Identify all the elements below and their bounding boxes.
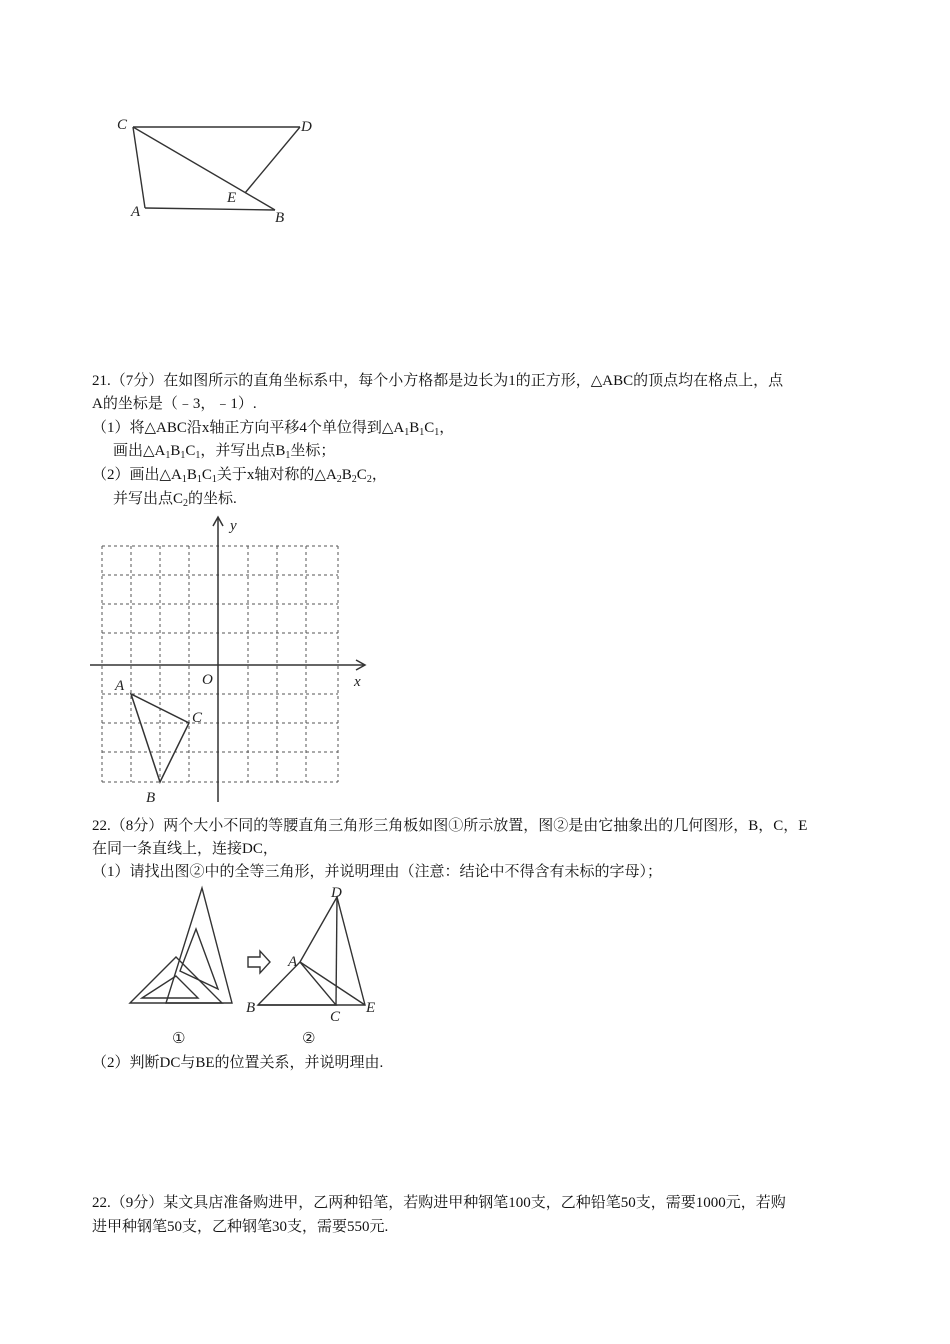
grid-label-a: A: [115, 678, 125, 694]
grid-label-c: C: [192, 710, 203, 726]
q22-line2: 在同一条直线上，连接DC，: [92, 841, 278, 857]
q21-part2: （2）画出$\triangle A_1B_1C_1$关于x轴对称的$\triangle A_2B_2C_2$，: [92, 467, 387, 485]
fig2-label-d: D: [331, 885, 342, 901]
y-axis-label: y: [230, 518, 237, 534]
q22b-line2: 进甲种钢笔50支，乙种钢笔30支，需要550元.: [92, 1219, 389, 1235]
q21-part1: （1）将△ABC沿x轴正方向平移4个单位得到$\triangle A_1B_1C_1$，: [92, 420, 455, 438]
coordinate-grid-figure: [88, 512, 388, 808]
origin-label: O: [202, 672, 213, 688]
q22-line1: 22.（8分）两个大小不同的等腰直角三角形三角板如图①所示放置，图②是由它抽象出的几何图形，B，C，E: [92, 818, 808, 834]
q21-part2-cont: 并写出点$C_2$的坐标.: [113, 491, 237, 509]
x-axis-label: x: [354, 674, 361, 690]
figure-2-label: ②: [302, 1029, 316, 1047]
label-b: B: [275, 210, 285, 226]
q21-line1: 21.（7分）在如图所示的直角坐标系中，每个小方格都是边长为1的正方形，△ABC的顶点均在格点上，点: [92, 373, 784, 389]
grid-label-b: B: [146, 790, 156, 806]
fig2-label-c: C: [330, 1009, 341, 1025]
fig-quadrilateral: [95, 105, 335, 235]
q21-line2: A的坐标是（﹣3，﹣1）.: [92, 396, 257, 412]
q21-part1-cont: 画出$\triangle A_1B_1C_1$，并写出点$B_1$坐标；: [113, 443, 336, 461]
q22-part1: （1）请找出图②中的全等三角形，并说明理由（注意：结论中不得含有未标的字母）；: [92, 864, 663, 880]
q22b-line1: 22.（9分）某文具店准备购进甲，乙两种铅笔，若购进甲种钢笔100支，乙种铅笔50支，需要1000元，若购: [92, 1195, 786, 1211]
fig2-label-e: E: [366, 1000, 376, 1016]
label-a: A: [131, 204, 141, 220]
triangle-figures: [90, 885, 390, 1050]
fig2-label-a: A: [288, 954, 298, 970]
label-c: C: [117, 117, 128, 133]
label-d: D: [301, 119, 312, 135]
fig2-label-b: B: [246, 1000, 256, 1016]
label-e: E: [227, 190, 237, 206]
q22-part2: （2）判断DC与BE的位置关系，并说明理由.: [92, 1055, 384, 1071]
figure-1-label: ①: [172, 1029, 186, 1047]
